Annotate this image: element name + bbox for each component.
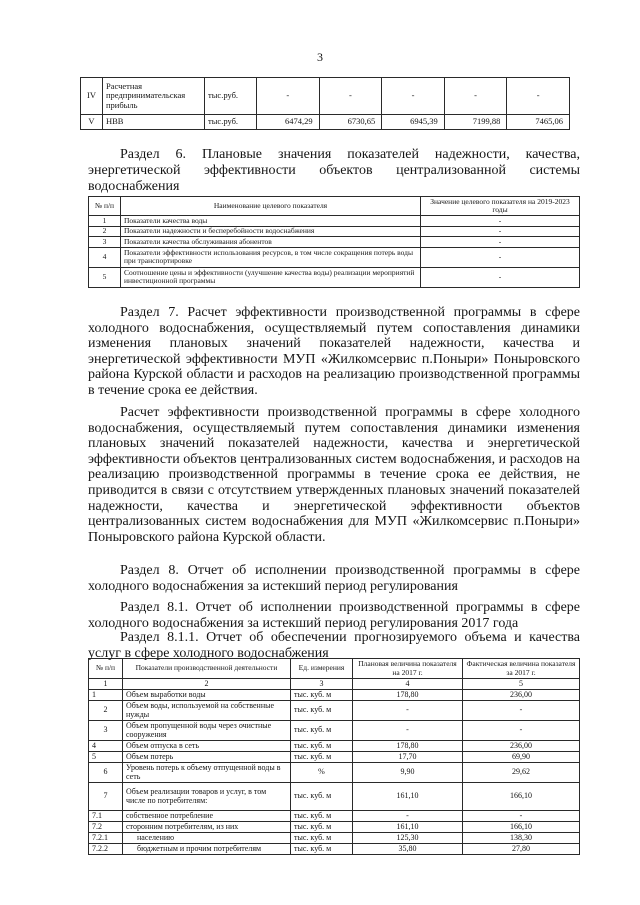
- cell-value: -: [382, 78, 445, 115]
- table-row: [81, 115, 570, 130]
- row-name: Объем потерь: [123, 752, 291, 763]
- row-plan: 178,80: [353, 690, 463, 701]
- column-number: 2: [123, 679, 291, 690]
- column-header: Наименование целевого показателя: [121, 197, 421, 216]
- row-unit: тыс. куб. м: [291, 741, 353, 752]
- row-plan: 161,10: [353, 783, 463, 811]
- row-value: -: [421, 237, 580, 248]
- row-unit: тыс. куб. м: [291, 833, 353, 844]
- row-fact: 138,30: [463, 833, 580, 844]
- row-number: 4: [89, 741, 123, 752]
- table-row: [89, 822, 580, 833]
- row-name: населению: [123, 833, 291, 844]
- row-name: НВВ: [103, 115, 205, 130]
- row-unit: тыс. куб. м: [291, 721, 353, 741]
- row-unit: тыс.руб.: [205, 78, 257, 115]
- row-name: собственное потребление: [123, 811, 291, 822]
- table-row: [89, 811, 580, 822]
- row-value: -: [421, 226, 580, 237]
- column-number: 4: [353, 679, 463, 690]
- row-fact: 166,10: [463, 783, 580, 811]
- row-name: Объем воды, используемой на собственные нужды: [123, 701, 291, 721]
- section-8-paragraph-2: Раздел 8.1. Отчет об исполнении производственной программы в сфере холодного водоснабжения за истекший период регулирования 2017 года: [88, 600, 580, 631]
- column-number: 3: [291, 679, 353, 690]
- row-fact: -: [463, 701, 580, 721]
- column-number: 5: [463, 679, 580, 690]
- table-row: [89, 844, 580, 855]
- table-row: [89, 721, 580, 741]
- tariff-table: [80, 77, 570, 130]
- row-number: 3: [89, 237, 121, 248]
- row-unit: тыс.руб.: [205, 115, 257, 130]
- table-row: [89, 247, 580, 267]
- row-name: Показатели надежности и бесперебойности водоснабжения: [121, 226, 421, 237]
- section-6-title: Раздел 6. Плановые значения показателей надежности, качества, энергетической эффективности объектов централизованной системы водоснабжения: [88, 147, 580, 194]
- row-plan: 125,30: [353, 833, 463, 844]
- table-row: [89, 701, 580, 721]
- cell-value: 7199,88: [444, 115, 507, 130]
- row-number: IV: [81, 78, 103, 115]
- column-header: Значение целевого показателя на 2019-2023 годы: [421, 197, 580, 216]
- column-header: Плановая величина показателя на 2017 г.: [353, 659, 463, 679]
- cell-value: 6474,29: [257, 115, 320, 130]
- row-value: -: [421, 247, 580, 267]
- column-header: № п/п: [89, 659, 123, 679]
- row-name: Показатели эффективности использования ресурсов, в том числе сокращения потерь воды при транспортировке: [121, 247, 421, 267]
- row-number: 6: [89, 763, 123, 783]
- row-name: Показатели качества воды: [121, 216, 421, 227]
- page-number: 3: [317, 50, 323, 64]
- section-7-paragraph-2: Расчет эффективности производственной программы в сфере холодного водоснабжения, осуществляемый путем сопоставления динамики изменения плановых значений показателей надежности, качества и энергетической эффективности объектов централизованных систем водоснабжения, и расходов на реализацию производственной программы в течение срока ее действия, не приводится в связи с отсутствием утвержденных плановых значений показателей надежности, качества и энергетической эффективности объектов централизованных систем водоснабжения для МУП «Жилкомсервис п.Поныри» Поныровского района Курской области.: [88, 405, 580, 545]
- row-fact: -: [463, 721, 580, 741]
- row-value: -: [421, 267, 580, 287]
- row-fact: 27,80: [463, 844, 580, 855]
- table-row: [89, 752, 580, 763]
- row-number: 2: [89, 701, 123, 721]
- row-plan: 17,70: [353, 752, 463, 763]
- row-name: Объем выработки воды: [123, 690, 291, 701]
- column-header: Ед. измерения: [291, 659, 353, 679]
- table-header-row: [89, 659, 580, 679]
- row-number: 7.1: [89, 811, 123, 822]
- row-fact: 236,00: [463, 690, 580, 701]
- table-header-row: [89, 197, 580, 216]
- row-number: 5: [89, 752, 123, 763]
- target-indicators-table: [88, 196, 580, 288]
- row-number: 7.2.2: [89, 844, 123, 855]
- column-header: Показатели производственной деятельности: [123, 659, 291, 679]
- row-plan: 9,90: [353, 763, 463, 783]
- row-plan: -: [353, 701, 463, 721]
- table-row: [89, 741, 580, 752]
- section-8-paragraph-3: Раздел 8.1.1. Отчет об обеспечении прогнозируемого объема и качества услуг в сфере холодного водоснабжения: [88, 630, 580, 661]
- row-name: бюджетным и прочим потребителям: [123, 844, 291, 855]
- row-number: 7: [89, 783, 123, 811]
- table-row: [89, 783, 580, 811]
- row-fact: 236,00: [463, 741, 580, 752]
- row-number: 7.2.1: [89, 833, 123, 844]
- row-unit: тыс. куб. м: [291, 752, 353, 763]
- row-fact: -: [463, 811, 580, 822]
- row-unit: %: [291, 763, 353, 783]
- table-row: [89, 216, 580, 227]
- row-plan: -: [353, 721, 463, 741]
- section-7-paragraph-1: Раздел 7. Расчет эффективности производственной программы в сфере холодного водоснабжения, осуществляемый путем сопоставления динамики изменения плановых значений показателей надежности, качества и энергетической эффективности МУП «Жилкомсервис п.Поныри» Поныровского района Курской области и расходов на реализацию производственной программы в течение срока ее действия.: [88, 305, 580, 398]
- cell-value: 7465,06: [507, 115, 570, 130]
- production-report-table: [88, 658, 580, 855]
- row-number: 1: [89, 216, 121, 227]
- row-plan: 35,80: [353, 844, 463, 855]
- table-row: [89, 237, 580, 248]
- row-name: Объем отпуска в сеть: [123, 741, 291, 752]
- table-row: [89, 763, 580, 783]
- row-number: 2: [89, 226, 121, 237]
- table-row: [89, 690, 580, 701]
- row-number: 4: [89, 247, 121, 267]
- row-fact: 166,10: [463, 822, 580, 833]
- column-number-row: [89, 679, 580, 690]
- cell-value: -: [444, 78, 507, 115]
- row-fact: 29,62: [463, 763, 580, 783]
- table-row: [89, 267, 580, 287]
- row-fact: 69,90: [463, 752, 580, 763]
- cell-value: 6730,65: [319, 115, 382, 130]
- row-plan: 161,10: [353, 822, 463, 833]
- section-8-paragraph-1: Раздел 8. Отчет об исполнении производственной программы в сфере холодного водоснабжения за истекший период регулирования: [88, 563, 580, 594]
- cell-value: -: [257, 78, 320, 115]
- row-unit: тыс. куб. м: [291, 783, 353, 811]
- cell-value: -: [507, 78, 570, 115]
- row-unit: тыс. куб. м: [291, 811, 353, 822]
- row-unit: тыс. куб. м: [291, 822, 353, 833]
- row-name: Объем пропущенной воды через очистные сооружения: [123, 721, 291, 741]
- row-plan: -: [353, 811, 463, 822]
- row-number: 1: [89, 690, 123, 701]
- row-name: Показатели качества обслуживания абонентов: [121, 237, 421, 248]
- row-number: 3: [89, 721, 123, 741]
- row-plan: 178,80: [353, 741, 463, 752]
- table-row: [81, 78, 570, 115]
- row-name: Объем реализации товаров и услуг, в том числе по потребителям:: [123, 783, 291, 811]
- column-header: № п/п: [89, 197, 121, 216]
- row-number: V: [81, 115, 103, 130]
- row-value: -: [421, 216, 580, 227]
- table-row: [89, 226, 580, 237]
- row-name: Соотношение цены и эффективности (улучшение качества воды) реализации мероприятий инвестиционной программы: [121, 267, 421, 287]
- column-number: 1: [89, 679, 123, 690]
- row-unit: тыс. куб. м: [291, 701, 353, 721]
- row-name: сторонним потребителям, из них: [123, 822, 291, 833]
- row-name: Расчетная предпринимательская прибыль: [103, 78, 205, 115]
- table-row: [89, 833, 580, 844]
- cell-value: -: [319, 78, 382, 115]
- row-name: Уровень потерь к объему отпущенной воды в сеть: [123, 763, 291, 783]
- column-header: Фактическая величина показателя за 2017 г.: [463, 659, 580, 679]
- row-number: 5: [89, 267, 121, 287]
- row-unit: тыс. куб. м: [291, 844, 353, 855]
- cell-value: 6945,39: [382, 115, 445, 130]
- row-number: 7.2: [89, 822, 123, 833]
- row-unit: тыс. куб. м: [291, 690, 353, 701]
